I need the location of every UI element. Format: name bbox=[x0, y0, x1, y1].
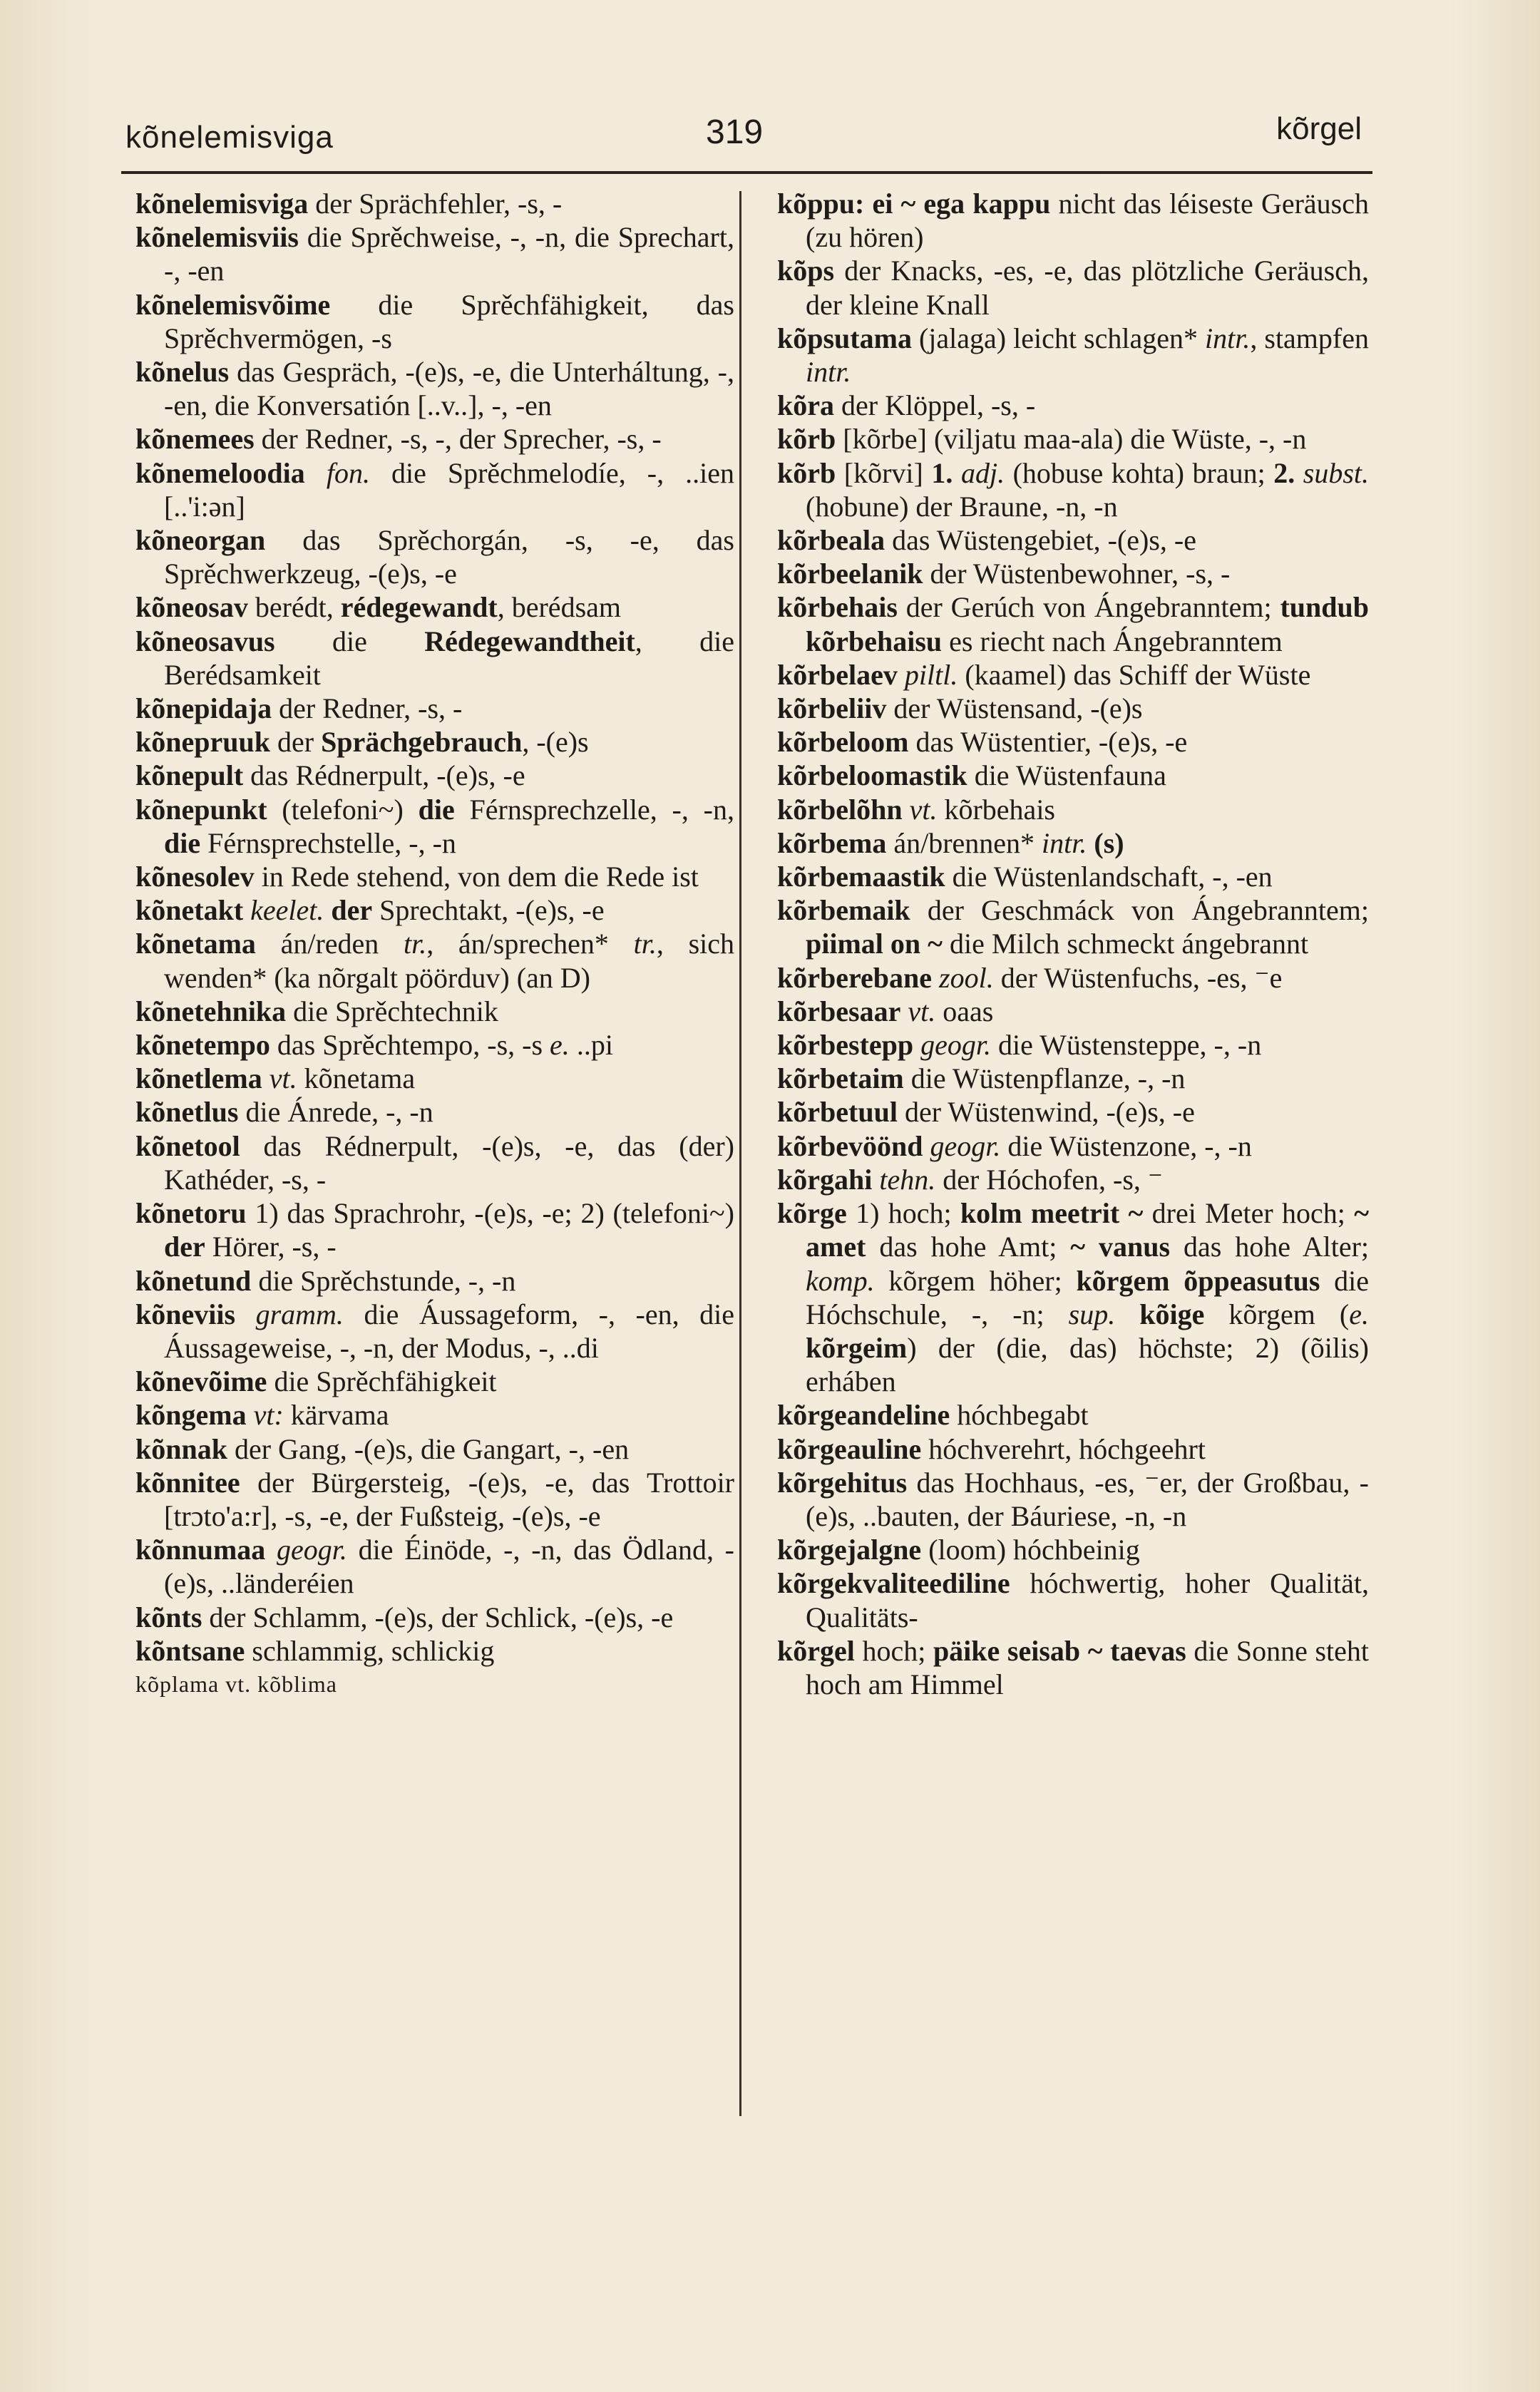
headword: kõnetehnika bbox=[135, 995, 287, 1027]
entry-text: der Sprächfehler, -s, - bbox=[308, 188, 563, 220]
entry-text: der Schlamm, -(e)s, der Schlick, -(e)s, -e bbox=[202, 1601, 674, 1633]
headword: kõra bbox=[777, 389, 834, 422]
dictionary-entry bbox=[135, 1095, 734, 1129]
entry-text: das Rédnerpult, -(e)s, -e, das (der) Kathéder, -s, - bbox=[164, 1129, 734, 1196]
headword: kõrbevöönd bbox=[777, 1129, 923, 1162]
headword: kõps bbox=[777, 255, 835, 287]
label-abbrev: zool. bbox=[939, 961, 994, 994]
dictionary-entry bbox=[135, 725, 734, 759]
entry-text bbox=[305, 457, 327, 489]
dictionary-entry bbox=[777, 1129, 1369, 1163]
headword: kõrbestepp bbox=[777, 1029, 914, 1062]
label-abbrev: geogr. bbox=[920, 1029, 992, 1062]
label-abbrev: e. bbox=[550, 1029, 570, 1062]
headword: kõnnak bbox=[135, 1432, 227, 1465]
dictionary-entry bbox=[777, 793, 1369, 826]
dictionary-entry bbox=[135, 355, 734, 422]
headword: kõneosavus bbox=[135, 625, 275, 657]
entry-text bbox=[898, 659, 905, 691]
entry-text: (hobune) der Braune, -n, -n bbox=[806, 490, 1118, 523]
headword: kõnelemisviga bbox=[135, 188, 309, 220]
entry-text: , án/sprechen* bbox=[426, 928, 634, 960]
entry-text: die Wüstenfauna bbox=[967, 759, 1166, 792]
dictionary-entry bbox=[135, 1264, 734, 1298]
entry-text: (loom) hóchbeinig bbox=[921, 1534, 1140, 1566]
entry-text: , stampfen bbox=[1250, 322, 1369, 354]
headword: kõnelus bbox=[135, 356, 230, 389]
dictionary-entry bbox=[777, 557, 1369, 590]
headword: kõrbeloomastik bbox=[777, 759, 967, 792]
entry-text bbox=[932, 962, 939, 994]
entry-text: Férnsprechzelle, -, -n, bbox=[454, 793, 735, 826]
entry-text: schlammig, schlickig bbox=[245, 1634, 495, 1667]
entry-text: Férnsprechstelle, -, -n bbox=[200, 826, 456, 859]
entry-text: berédt, bbox=[247, 591, 341, 624]
label-abbrev: vt. bbox=[909, 793, 938, 826]
headword: kõnnitee bbox=[135, 1466, 240, 1499]
entry-text: [kõrbe] (viljatu maa-ala) die Wüste, -, -n bbox=[836, 423, 1307, 456]
entry-text: [kõrvi] bbox=[836, 456, 932, 489]
dictionary-entry bbox=[135, 995, 734, 1028]
dictionary-entry bbox=[777, 692, 1369, 725]
headword: kolm meetrit ~ bbox=[960, 1197, 1144, 1230]
entry-text: das Wüstentier, -(e)s, -e bbox=[908, 726, 1188, 759]
headword: kõrbemaastik bbox=[777, 861, 945, 893]
dictionary-entry bbox=[135, 1196, 734, 1263]
dictionary-entry bbox=[777, 1196, 1369, 1398]
headword: kõrb bbox=[777, 423, 836, 456]
dictionary-entry bbox=[777, 658, 1369, 692]
entry-text: die Wüstenpflanze, -, -n bbox=[903, 1062, 1186, 1095]
entry-text: der Redner, -s, -, der Sprecher, -s, - bbox=[254, 423, 662, 456]
entry-text bbox=[900, 995, 908, 1027]
label-abbrev: geogr. bbox=[277, 1534, 347, 1566]
entry-text: die Ánrede, -, -n bbox=[238, 1096, 433, 1129]
entry-text: der Klöppel, -s, - bbox=[834, 389, 1036, 422]
headword: kõneosav bbox=[135, 591, 248, 624]
entry-text: kärvama bbox=[283, 1399, 389, 1432]
entry-text: Hörer, -s, - bbox=[205, 1231, 337, 1263]
headword: kõnepruuk bbox=[135, 726, 270, 759]
headword: ~ vanus bbox=[1070, 1231, 1171, 1263]
headword: kõnelemisvõime bbox=[135, 288, 331, 321]
entry-text: der Wüstenbewohner, -s, - bbox=[923, 558, 1231, 590]
label-abbrev: vt. bbox=[269, 1062, 297, 1095]
headword: kõnemeloodia bbox=[135, 456, 305, 489]
dictionary-entry bbox=[135, 422, 734, 456]
entry-text: hoch; bbox=[854, 1634, 933, 1667]
headword: kõrbetuul bbox=[777, 1096, 898, 1129]
headword: kõrgahi bbox=[777, 1163, 873, 1196]
entry-text: (kaamel) das Schiff der Wüste bbox=[958, 658, 1311, 691]
headword: kõrbehais bbox=[777, 591, 898, 624]
label-abbrev: intr. bbox=[1204, 322, 1251, 354]
dictionary-entry bbox=[135, 625, 734, 692]
entry-text: die Sprěchtechnik bbox=[286, 995, 498, 1027]
entry-text: das Sprěchtempo, -s, -s bbox=[270, 1029, 550, 1062]
headword: kõrgeauline bbox=[777, 1432, 922, 1465]
dictionary-entry bbox=[777, 1398, 1369, 1432]
entry-text: die Sprěchstunde, -, -n bbox=[251, 1264, 516, 1297]
dictionary-entry bbox=[777, 826, 1369, 860]
entry-text: kõrgem ( bbox=[1204, 1298, 1350, 1330]
dictionary-entry bbox=[135, 860, 734, 893]
dictionary-entry bbox=[777, 1634, 1369, 1701]
label-abbrev: keelet. bbox=[250, 894, 324, 927]
dictionary-entry bbox=[135, 1028, 734, 1062]
entry-text: oaas bbox=[935, 995, 994, 1027]
column-divider bbox=[739, 191, 741, 2116]
dictionary-entry bbox=[777, 893, 1369, 960]
dictionary-entry bbox=[777, 995, 1369, 1028]
headword: kõrbeala bbox=[777, 524, 885, 557]
dictionary-entry bbox=[777, 590, 1369, 657]
entry-text bbox=[262, 1062, 270, 1094]
dictionary-entry bbox=[777, 1432, 1369, 1466]
headword: kõrbeliiv bbox=[777, 692, 887, 725]
label-abbrev: subst. bbox=[1303, 456, 1370, 489]
entry-text: die Áussageform, -, -en, die Áussageweise, -, -n, der Modus, -, ..di bbox=[164, 1298, 734, 1364]
entry-text: die Sprěchfähigkeit bbox=[267, 1365, 497, 1398]
entry-text: 1) das Sprachrohr, -(e)s, -e; 2) (telefoni~) bbox=[246, 1197, 734, 1230]
entry-text bbox=[1087, 827, 1094, 859]
entry-text: , -(e)s bbox=[522, 726, 589, 759]
right-running-head: kõrgel bbox=[1276, 111, 1362, 146]
headword: kõnetlema bbox=[135, 1062, 262, 1095]
headword: die bbox=[418, 793, 455, 826]
entry-text: (hobuse kohta) braun; bbox=[1005, 456, 1274, 489]
entry-text: das Rédnerpult, -(e)s, -e bbox=[243, 759, 525, 792]
entry-text bbox=[953, 457, 961, 489]
headword: kõrge bbox=[777, 1197, 847, 1230]
headword: kõntsane bbox=[135, 1634, 245, 1667]
headword: kõnetlus bbox=[135, 1096, 239, 1129]
headword: ~ amet bbox=[806, 1197, 1369, 1263]
dictionary-entry bbox=[135, 523, 734, 590]
dictionary-entry bbox=[777, 860, 1369, 893]
entry-text: 1) hoch; bbox=[846, 1197, 960, 1230]
entry-text: hóchbegabt bbox=[950, 1399, 1089, 1432]
headword: 1. bbox=[931, 456, 953, 489]
dictionary-entry bbox=[777, 1028, 1369, 1062]
headword: kõrgeim bbox=[806, 1331, 908, 1364]
headword: kõnetoru bbox=[135, 1197, 247, 1230]
headword: kõnetund bbox=[135, 1264, 252, 1297]
dictionary-entry bbox=[135, 1129, 734, 1196]
headword: kõnelemisviis bbox=[135, 221, 299, 254]
dictionary-entry bbox=[135, 927, 734, 994]
entry-text: das Wüstengebiet, -(e)s, -e bbox=[885, 524, 1196, 557]
entry-text: der Bürgersteig, -(e)s, -e, das Trottoir [trɔto'a:r], -s, -e, der Fußsteig, -(e)s, -e bbox=[164, 1466, 734, 1532]
entry-text: ..pi bbox=[569, 1029, 613, 1062]
headword: kõrgeandeline bbox=[777, 1399, 950, 1432]
entry-text: die Éinöde, -, -n, das Ödland, -(e)s, ..länderéien bbox=[164, 1534, 735, 1600]
dictionary-entry bbox=[777, 254, 1369, 321]
entry-text: der Hóchofen, -s, ⁻ bbox=[935, 1163, 1164, 1196]
headword: kõnevõime bbox=[135, 1365, 267, 1398]
dictionary-entry bbox=[135, 220, 734, 287]
headword: kõrgejalgne bbox=[777, 1534, 922, 1566]
entry-text: án/brennen* bbox=[886, 826, 1042, 859]
entry-text: die bbox=[274, 625, 425, 657]
dictionary-entry bbox=[135, 288, 734, 355]
dictionary-entry bbox=[135, 759, 734, 792]
entry-text bbox=[235, 1298, 256, 1330]
entry-text bbox=[872, 1164, 879, 1196]
entry-text: der Geschmáck von Ángebranntem; bbox=[910, 894, 1369, 927]
dictionary-entry bbox=[135, 893, 734, 927]
entry-text: drei Meter hoch; bbox=[1143, 1197, 1355, 1230]
label-abbrev: vt: bbox=[253, 1399, 284, 1432]
entry-text: kõnetama bbox=[297, 1062, 416, 1095]
label-abbrev: komp. bbox=[806, 1264, 875, 1297]
headword: kõnts bbox=[135, 1601, 202, 1633]
entry-text: der Gerúch von Ángebranntem; bbox=[897, 591, 1280, 624]
headword: kõnemees bbox=[135, 423, 255, 456]
label-abbrev: intr. bbox=[806, 356, 851, 389]
entry-text: die Wüstenlandschaft, -, -en bbox=[945, 861, 1273, 893]
headword: Sprächgebrauch bbox=[321, 726, 523, 759]
entry-text bbox=[913, 1029, 920, 1061]
dictionary-entry bbox=[135, 1365, 734, 1398]
entry-text: der Wüstensand, -(e)s bbox=[886, 692, 1143, 725]
headword: tundub kõrbehaisu bbox=[806, 591, 1369, 657]
headword: kõnnumaa bbox=[135, 1534, 266, 1566]
dictionary-entry bbox=[777, 422, 1369, 456]
dictionary-entry bbox=[135, 456, 734, 523]
dictionary-entry bbox=[777, 725, 1369, 759]
label-abbrev: geogr. bbox=[930, 1129, 1001, 1162]
entry-text: das Sprěchorgán, -s, -e, das Sprěchwerkzeug, -(e)s, -e bbox=[164, 524, 734, 590]
headword: kõppu: ei ~ ega kappu bbox=[777, 188, 1051, 220]
entry-text bbox=[923, 1130, 930, 1162]
headword: kõneorgan bbox=[135, 524, 266, 557]
dictionary-entry bbox=[777, 523, 1369, 557]
label-abbrev: vt. bbox=[908, 995, 936, 1027]
label-abbrev: tr. bbox=[403, 928, 427, 960]
catchword-line: kõplama vt. kõblima bbox=[135, 1670, 337, 1697]
headword: kõngema bbox=[135, 1399, 247, 1432]
entry-text: der Redner, -s, - bbox=[272, 692, 463, 725]
headword: kõnepunkt bbox=[135, 793, 267, 826]
headword: kõrgekvaliteediline bbox=[777, 1567, 1010, 1600]
entry-text: die Sonne steht hoch am Himmel bbox=[806, 1634, 1369, 1700]
headword: der bbox=[331, 894, 373, 927]
label-abbrev: piltl. bbox=[904, 658, 958, 691]
entry-text: der Wüstenwind, -(e)s, -e bbox=[897, 1096, 1195, 1129]
headword: kõrbemaik bbox=[777, 894, 910, 927]
dictionary-entry bbox=[135, 1533, 734, 1600]
entry-text: , die Berédsamkeit bbox=[164, 625, 734, 691]
headword: kõnesolev bbox=[135, 861, 255, 893]
headword: kõnepidaja bbox=[135, 692, 272, 725]
entry-text: der Gang, -(e)s, die Gangart, -, -en bbox=[227, 1432, 630, 1465]
label-abbrev: gramm. bbox=[255, 1298, 344, 1330]
header-rule bbox=[121, 171, 1372, 174]
label-abbrev: fon. bbox=[326, 456, 370, 489]
entry-text: Sprechtakt, -(e)s, -e bbox=[372, 894, 605, 927]
dictionary-entry bbox=[135, 692, 734, 725]
label-abbrev: adj. bbox=[960, 456, 1005, 489]
headword: kõnepult bbox=[135, 759, 244, 792]
headword: kõrbelaev bbox=[777, 658, 898, 691]
entry-text: die Sprěchmelodíe, -, ..ien [..'i:ən] bbox=[164, 456, 735, 523]
dictionary-entry bbox=[777, 1062, 1369, 1095]
entry-text: án/reden bbox=[255, 928, 404, 960]
entry-text: das Hochhaus, -es, ⁻er, der Großbau, -(e)s, ..bauten, der Báuriese, -n, -n bbox=[806, 1466, 1369, 1532]
label-abbrev: sup. bbox=[1068, 1298, 1116, 1330]
entry-text: die Sprěchweise, -, -n, die Sprechart, -, -en bbox=[164, 221, 734, 287]
entry-text: der Wüstenfuchs, -es, ⁻e bbox=[993, 961, 1283, 994]
page-header bbox=[121, 107, 1369, 171]
headword: (s) bbox=[1094, 826, 1124, 859]
dictionary-entry bbox=[777, 1566, 1369, 1633]
entry-text: die Milch schmeckt ángebrannt bbox=[942, 928, 1309, 960]
headword: kõrgel bbox=[777, 1634, 855, 1667]
entry-text: , sich wenden* (ka nõrgalt pöörduv) (an D) bbox=[164, 928, 734, 994]
dictionary-entry bbox=[135, 793, 734, 860]
headword: kõrberebane bbox=[777, 961, 933, 994]
page-number: 319 bbox=[706, 113, 764, 151]
headword: kõrbelõhn bbox=[777, 793, 903, 826]
entry-text: der bbox=[270, 726, 322, 759]
entry-text bbox=[265, 1534, 277, 1566]
dictionary-entry bbox=[135, 1398, 734, 1432]
entry-text: die Sprěchfähigkeit, das Sprěchvermögen, -s bbox=[164, 288, 734, 354]
dictionary-entry bbox=[135, 1062, 734, 1095]
headword: kõnetakt bbox=[135, 894, 244, 927]
dictionary-entry bbox=[777, 759, 1369, 792]
entry-text: (telefoni~) bbox=[267, 793, 419, 826]
dictionary-entry bbox=[777, 961, 1369, 995]
entry-text bbox=[243, 894, 250, 926]
label-abbrev: intr. bbox=[1042, 826, 1087, 859]
dictionary-entry bbox=[135, 1601, 734, 1634]
dictionary-entry bbox=[135, 590, 734, 624]
headword: kõnetama bbox=[135, 928, 256, 960]
headword: kõrbeelanik bbox=[777, 558, 923, 590]
dictionary-entry bbox=[135, 187, 734, 220]
headword: der bbox=[164, 1231, 205, 1263]
entry-text: die Wüstensteppe, -, -n bbox=[991, 1029, 1262, 1062]
label-abbrev: tr. bbox=[633, 928, 657, 960]
dictionary-entry bbox=[135, 1432, 734, 1466]
headword: kõige bbox=[1139, 1298, 1205, 1330]
headword: rédegewandt bbox=[340, 591, 498, 624]
headword: kõpsutama bbox=[777, 322, 912, 354]
headword: kõrbetaim bbox=[777, 1062, 904, 1095]
headword: päike seisab ~ taevas bbox=[933, 1634, 1186, 1667]
entry-text bbox=[903, 794, 910, 826]
dictionary-entry bbox=[777, 1163, 1369, 1196]
entry-text: das hohe Amt; bbox=[866, 1231, 1071, 1263]
entry-text: nicht das léiseste Geräusch (zu hören) bbox=[806, 188, 1369, 254]
dictionary-entry bbox=[135, 1298, 734, 1365]
dictionary-entry bbox=[777, 1533, 1369, 1566]
left-running-head: kõnelemisviga bbox=[125, 120, 334, 155]
label-abbrev: tehn. bbox=[879, 1163, 936, 1196]
entry-text: das Gespräch, -(e)s, -e, die Unterháltung, -, -en, die Konversatión [..v..], -, -en bbox=[164, 356, 734, 422]
headword: kõrbema bbox=[777, 826, 887, 859]
headword: kõrgehitus bbox=[777, 1466, 908, 1499]
headword: kõrgem õppeasutus bbox=[1076, 1264, 1320, 1297]
entry-text: kõrbehais bbox=[937, 793, 1055, 826]
headword: piimal on ~ bbox=[806, 928, 943, 960]
dictionary-entry bbox=[777, 389, 1369, 422]
entry-text: hóchverehrt, hóchgeehrt bbox=[921, 1432, 1206, 1465]
entry-text bbox=[247, 1399, 254, 1431]
dictionary-entry bbox=[135, 1634, 734, 1668]
entry-text: der Knacks, -es, -e, das plötzliche Geräusch, der kleine Knall bbox=[806, 255, 1369, 321]
entry-text: ) der (die, das) höchste; 2) (õilis) erháben bbox=[806, 1331, 1369, 1398]
label-abbrev: e. bbox=[1349, 1298, 1369, 1330]
headword: kõrbeloom bbox=[777, 726, 909, 759]
dictionary-entry bbox=[777, 1095, 1369, 1129]
headword: kõrb bbox=[777, 456, 836, 489]
left-column bbox=[135, 187, 734, 1701]
headword: Rédegewandtheit bbox=[424, 625, 635, 657]
entry-text: (jalaga) leicht schlagen* bbox=[911, 322, 1205, 354]
entry-text bbox=[1295, 457, 1303, 489]
entry-text bbox=[1115, 1298, 1139, 1330]
headword: 2. bbox=[1273, 456, 1295, 489]
entry-text: kõrgem höher; bbox=[874, 1264, 1077, 1297]
dictionary-entry bbox=[777, 322, 1369, 389]
entry-text: hóchwertig, hoher Qualität, Qualitäts- bbox=[806, 1567, 1369, 1633]
dictionary-entry bbox=[777, 187, 1369, 254]
entry-text: das hohe Alter; bbox=[1170, 1231, 1369, 1263]
entry-text: die Hóchschule, -, -n; bbox=[806, 1264, 1370, 1330]
entry-text bbox=[324, 894, 331, 926]
headword: kõrbesaar bbox=[777, 995, 901, 1027]
entry-text: in Rede stehend, von dem die Rede ist bbox=[254, 861, 699, 893]
headword: die bbox=[164, 826, 201, 859]
dictionary-entry bbox=[777, 456, 1369, 523]
dictionary-entry bbox=[777, 1466, 1369, 1533]
entry-text: , berédsam bbox=[497, 591, 621, 624]
right-column bbox=[777, 187, 1369, 1701]
entry-text: es riecht nach Ángebranntem bbox=[942, 625, 1283, 657]
entry-text: die Wüstenzone, -, -n bbox=[1000, 1129, 1252, 1162]
headword: kõneviis bbox=[135, 1298, 236, 1330]
headword: kõnetempo bbox=[135, 1029, 270, 1062]
headword: kõnetool bbox=[135, 1129, 240, 1162]
dictionary-entry bbox=[135, 1466, 734, 1533]
